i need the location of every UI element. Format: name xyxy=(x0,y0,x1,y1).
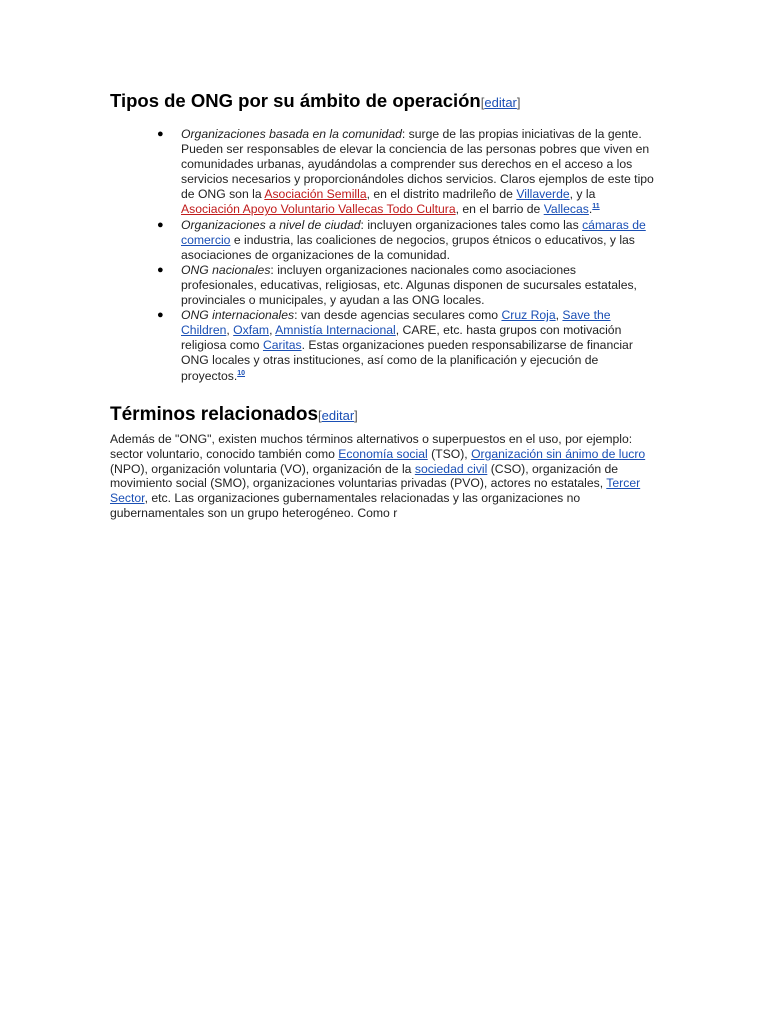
link-organizacion-sin-animo-de-lucro[interactable]: Organización sin ánimo de lucro xyxy=(471,446,646,461)
text: , xyxy=(226,323,234,338)
edit-link-terminos[interactable]: editar xyxy=(321,408,355,423)
link-asociacion-semilla[interactable]: Asociación Semilla xyxy=(264,187,367,202)
reference-link-10[interactable]: 10 xyxy=(237,369,246,377)
reference-link-11[interactable]: 11 xyxy=(592,203,600,211)
term-nacionales: ONG nacionales xyxy=(181,262,271,277)
reference-11 xyxy=(592,203,599,210)
text: : incluyen organizaciones tales como las xyxy=(360,217,583,232)
edit-link-tipos[interactable]: editar xyxy=(484,95,517,110)
text: , en el distrito madrileño de xyxy=(366,187,517,202)
text: , en el barrio de xyxy=(455,202,544,217)
list-item-comunidad xyxy=(110,127,655,218)
edit-bracket-open: [ xyxy=(480,95,485,110)
list-item-nacionales xyxy=(110,263,655,308)
link-villaverde[interactable]: Villaverde xyxy=(516,187,570,202)
term-internacionales: ONG internacionales xyxy=(181,308,295,323)
text: , y la xyxy=(569,187,596,202)
text: : surge de las propias iniciativas de la gente. Pueden ser responsables de elevar la conciencia de las personas pobres que viven en comunidades urbanas, ayudándolas a comprender sus derechos en el acceso a los servicios necesarios y proporcionándoles dichos servicios. Claros ejemplos de este tipo de ONG son la xyxy=(181,127,654,202)
section-heading-terminos xyxy=(110,404,358,427)
link-oxfam[interactable]: Oxfam xyxy=(233,323,270,338)
link-vallecas[interactable]: Vallecas xyxy=(543,202,589,217)
related-terms-paragraph xyxy=(110,432,655,521)
section-title-terminos: Términos relacionados xyxy=(110,404,319,425)
ong-types-list xyxy=(110,127,655,384)
bullet-icon: ● xyxy=(157,309,164,322)
term-ciudad: Organizaciones a nivel de ciudad xyxy=(181,217,361,232)
link-camaras-de-comercio[interactable]: cámaras de comercio xyxy=(181,217,646,247)
link-save-the-children[interactable]: Save the Children xyxy=(181,308,611,338)
link-economia-social[interactable]: Economía social xyxy=(338,446,428,461)
text: : van desde agencias seculares como xyxy=(294,308,502,323)
text: , xyxy=(555,308,563,323)
list-item-internacionales xyxy=(110,308,655,383)
link-tercer-sector[interactable]: Tercer Sector xyxy=(110,476,641,506)
text: . Estas organizaciones pueden responsabilizarse de financiar ONG locales y otras instituciones, así como de la planificación y ejecución de proyectos. xyxy=(181,338,633,383)
link-asociacion-apoyo[interactable]: Asociación Apoyo Voluntario Vallecas Todo Cultura xyxy=(181,202,456,217)
bullet-icon: ● xyxy=(157,128,164,140)
edit-section-terminos xyxy=(318,408,358,423)
list-item-ciudad xyxy=(110,218,655,263)
link-caritas[interactable]: Caritas xyxy=(262,338,302,353)
text: , xyxy=(269,323,276,338)
text: , etc. Las organizaciones gubernamentales relacionadas y las organizaciones no gubernamentales son un grupo heterogéneo. Como r xyxy=(110,491,581,520)
edit-bracket-close: ] xyxy=(354,408,358,423)
text: . xyxy=(588,202,593,217)
link-cruz-roja[interactable]: Cruz Roja xyxy=(501,308,556,323)
section-heading-tipos xyxy=(110,90,521,114)
text: (TSO), xyxy=(427,446,472,461)
edit-section-tipos xyxy=(481,95,521,110)
text: (CSO), organización de movimiento social (SMO), organizaciones voluntarias privadas (PVO), actores no estatales, xyxy=(110,461,619,491)
text: e industria, las coaliciones de negocios, grupos étnicos o educativos, y las asociaciones de organizaciones de la comunidad. xyxy=(181,232,635,262)
term-comunidad: Organizaciones basada en la comunidad xyxy=(181,127,402,141)
link-amnistia-internacional[interactable]: Amnistía Internacional xyxy=(275,323,396,338)
section-title-tipos: Tipos de ONG por su ámbito de operación xyxy=(110,90,481,111)
link-sociedad-civil[interactable]: sociedad civil xyxy=(414,461,488,476)
edit-bracket-open: [ xyxy=(318,408,322,423)
text: Además de "ONG", existen muchos términos alternativos o superpuestos en el uso, por ejemplo: sector voluntario, conocido también como xyxy=(110,432,633,461)
bullet-icon: ● xyxy=(157,263,164,276)
bullet-icon: ● xyxy=(157,218,164,231)
edit-bracket-close: ] xyxy=(516,95,521,110)
text: (NPO), organización voluntaria (VO), organización de la xyxy=(110,461,415,476)
text: , CARE, etc. hasta grupos con motivación religiosa como xyxy=(181,323,622,353)
text: : incluyen organizaciones nacionales como asociaciones profesionales, educativas, religiosas, etc. Algunas disponen de sucursales estatales, provinciales o municipales, y ayudan a las ONG locales. xyxy=(181,262,637,308)
reference-10 xyxy=(237,370,245,377)
